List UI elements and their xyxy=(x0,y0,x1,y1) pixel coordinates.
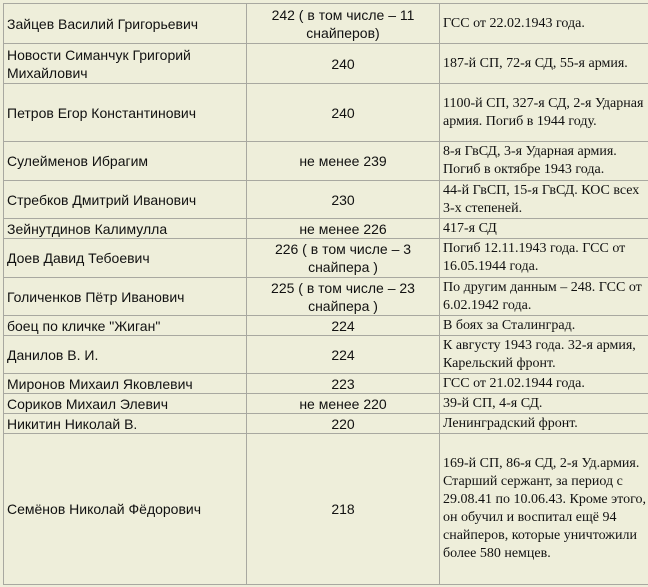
table-row xyxy=(4,44,648,84)
name-cell: Доев Давид Тебоевич xyxy=(4,239,247,278)
note-cell: 417-я СД xyxy=(440,219,648,239)
count-cell: 224 xyxy=(247,316,440,336)
note-cell: ГСС от 22.02.1943 года. xyxy=(440,4,648,44)
note-cell: 44-й ГвСП, 15-я ГвСД. КОС всех 3-х степеней. xyxy=(440,181,648,219)
name-cell: Зайцев Василий Григорьевич xyxy=(4,4,247,44)
name-cell: Стребков Дмитрий Иванович xyxy=(4,181,247,219)
note-cell: Ленинградский фронт. xyxy=(440,414,648,434)
note-cell: Погиб 12.11.1943 года. ГСС от 16.05.1944 года. xyxy=(440,239,648,278)
name-cell: Голиченков Пётр Иванович xyxy=(4,278,247,316)
table-row xyxy=(4,336,648,374)
name-cell: Новости Симанчук Григорий Михайлович xyxy=(4,44,247,84)
count-cell: 220 xyxy=(247,414,440,434)
name-cell: Данилов В. И. xyxy=(4,336,247,374)
table-row xyxy=(4,374,648,394)
count-cell: 218 xyxy=(247,434,440,585)
table-row xyxy=(4,434,648,585)
note-cell: В боях за Сталинград. xyxy=(440,316,648,336)
table-row xyxy=(4,316,648,336)
note-cell: 1100-й СП, 327-я СД, 2-я Ударная армия. Погиб в 1944 году. xyxy=(440,84,648,142)
name-cell: Сориков Михаил Элевич xyxy=(4,394,247,414)
name-cell: Сулейменов Ибрагим xyxy=(4,142,247,181)
note-cell: 8-я ГвСД, 3-я Ударная армия. Погиб в октябре 1943 года. xyxy=(440,142,648,181)
count-cell: 223 xyxy=(247,374,440,394)
note-cell: 169-й СП, 86-я СД, 2-я Уд.армия. Старший сержант, за период с 29.08.41 по 10.06.43. Кроме этого, он обучил и воспитал ещё 94 снайперов, которые уничтожили более 580 немцев. xyxy=(440,434,648,585)
note-cell: ГСС от 21.02.1944 года. xyxy=(440,374,648,394)
count-cell: не менее 220 xyxy=(247,394,440,414)
count-cell: 240 xyxy=(247,84,440,142)
name-cell: Никитин Николай В. xyxy=(4,414,247,434)
note-cell: 39-й СП, 4-я СД. xyxy=(440,394,648,414)
name-cell: Зейнутдинов Калимулла xyxy=(4,219,247,239)
name-cell: боец по кличке "Жиган" xyxy=(4,316,247,336)
table-row xyxy=(4,181,648,219)
table-row xyxy=(4,239,648,278)
note-cell: 187-й СП, 72-я СД, 55-я армия. xyxy=(440,44,648,84)
name-cell: Петров Егор Константинович xyxy=(4,84,247,142)
count-cell: 224 xyxy=(247,336,440,374)
table-row xyxy=(4,142,648,181)
count-cell: 225 ( в том числе – 23 снайпера ) xyxy=(247,278,440,316)
table-row xyxy=(4,278,648,316)
count-cell: 242 ( в том числе – 11 снайперов) xyxy=(247,4,440,44)
note-cell: По другим данным – 248. ГСС от 6.02.1942 года. xyxy=(440,278,648,316)
table-row xyxy=(4,4,648,44)
note-cell: К августу 1943 года. 32-я армия, Карельский фронт. xyxy=(440,336,648,374)
count-cell: 226 ( в том числе – 3 снайпера ) xyxy=(247,239,440,278)
table-row xyxy=(4,414,648,434)
count-cell: 240 xyxy=(247,44,440,84)
name-cell: Миронов Михаил Яковлевич xyxy=(4,374,247,394)
sniper-table xyxy=(3,3,648,585)
table-row xyxy=(4,84,648,142)
count-cell: не менее 226 xyxy=(247,219,440,239)
table-row xyxy=(4,394,648,414)
table-row xyxy=(4,219,648,239)
count-cell: не менее 239 xyxy=(247,142,440,181)
name-cell: Семёнов Николай Фёдорович xyxy=(4,434,247,585)
count-cell: 230 xyxy=(247,181,440,219)
